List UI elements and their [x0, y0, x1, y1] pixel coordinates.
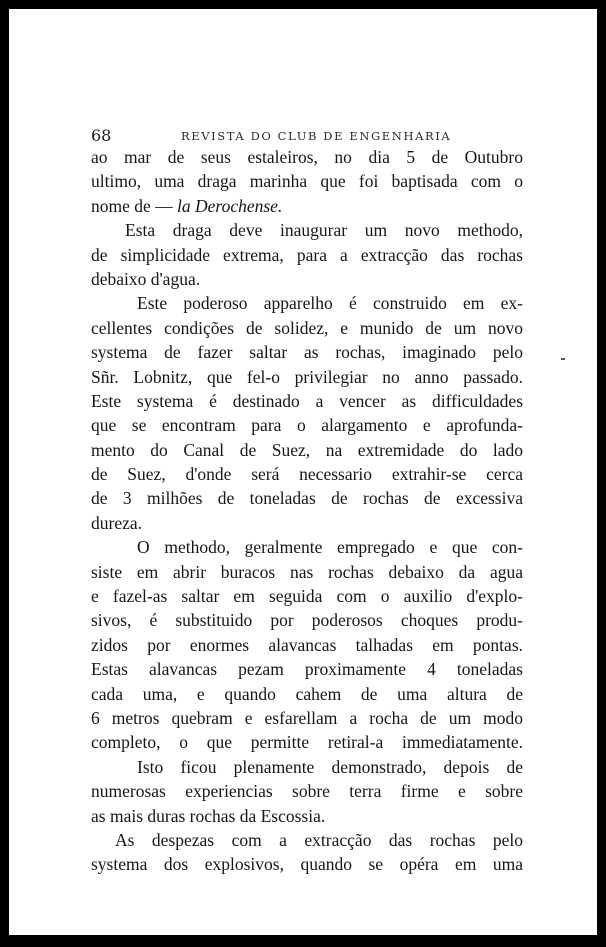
text-line: zidos por enormes alavancas talhadas em pontas.	[91, 634, 523, 655]
text-line: ultimo, uma draga marinha que foi baptisada com o	[91, 171, 523, 192]
text-line: Estas alavancas pezam proximamente 4 toneladas	[91, 659, 523, 680]
text-line	[91, 194, 523, 218]
text-line: de simplicidade extrema, para a extracção das rochas	[91, 244, 523, 265]
ship-name: la Derochense.	[177, 195, 283, 216]
text-line: completo, o que permitte retiral-a immediatamente.	[91, 732, 523, 753]
text-line: Este systema é destinado a vencer as difficuldades	[91, 390, 523, 411]
text-line: debaixo d'agua.	[91, 268, 201, 289]
text-line: as mais duras rochas da Escossia.	[91, 805, 326, 826]
running-title: REVISTA DO CLUB DE ENGENHARIA	[181, 129, 452, 143]
text-line: cellentes condições de solidez, e munido de um novo	[91, 317, 523, 338]
text-line: siste em abrir buracos nas rochas debaixo da agua	[91, 561, 523, 582]
paragraph-start: O methodo, geralmente empregado e que con-	[137, 537, 523, 558]
body-text	[91, 145, 523, 877]
text-line: 6 metros quebram e esfarellam a rocha de um modo	[91, 707, 523, 728]
text-line: mento do Canal de Suez, na extremidade do lado	[91, 439, 523, 460]
text-line: de Suez, d'onde será necessario extrahir-se cerca	[91, 464, 523, 485]
text-line: systema dos explosivos, quando se opéra em uma	[91, 854, 523, 875]
paragraph-start: Este poderoso apparelho é construido em ex-	[137, 293, 523, 314]
margin-speck	[561, 358, 565, 360]
text-line: dureza.	[91, 512, 143, 533]
page-header	[91, 126, 527, 146]
paragraph-start: Isto ficou plenamente demonstrado, depois de	[137, 756, 523, 777]
text-line: que se encontram para o alargamento e aprofunda-	[91, 415, 523, 436]
text-line: de 3 milhões de toneladas de rochas de excessiva	[91, 488, 523, 509]
paragraph-start: Esta draga deve inaugurar um novo methodo,	[125, 220, 523, 241]
text-line: cada uma, e quando cahem de uma altura de	[91, 683, 523, 704]
text-line: sivos, é substituido por poderosos choques produ-	[91, 610, 523, 631]
paragraph-start: As despezas com a extracção das rochas pelo	[115, 829, 523, 850]
text-line: numerosas experiencias sobre terra firme e sobre	[91, 781, 523, 802]
text-line: Sñr. Lobnitz, que fel-o privilegiar no anno passado.	[91, 366, 523, 387]
text-fragment: nome de —	[91, 195, 178, 216]
text-line: systema de fazer saltar as rochas, imaginado pelo	[91, 342, 523, 363]
page-number: 68	[91, 126, 112, 145]
text-line: e fazel-as saltar em seguida com o auxilio d'explo-	[91, 586, 523, 607]
book-page	[9, 9, 597, 935]
text-line: ao mar de seus estaleiros, no dia 5 de Outubro	[91, 147, 523, 167]
